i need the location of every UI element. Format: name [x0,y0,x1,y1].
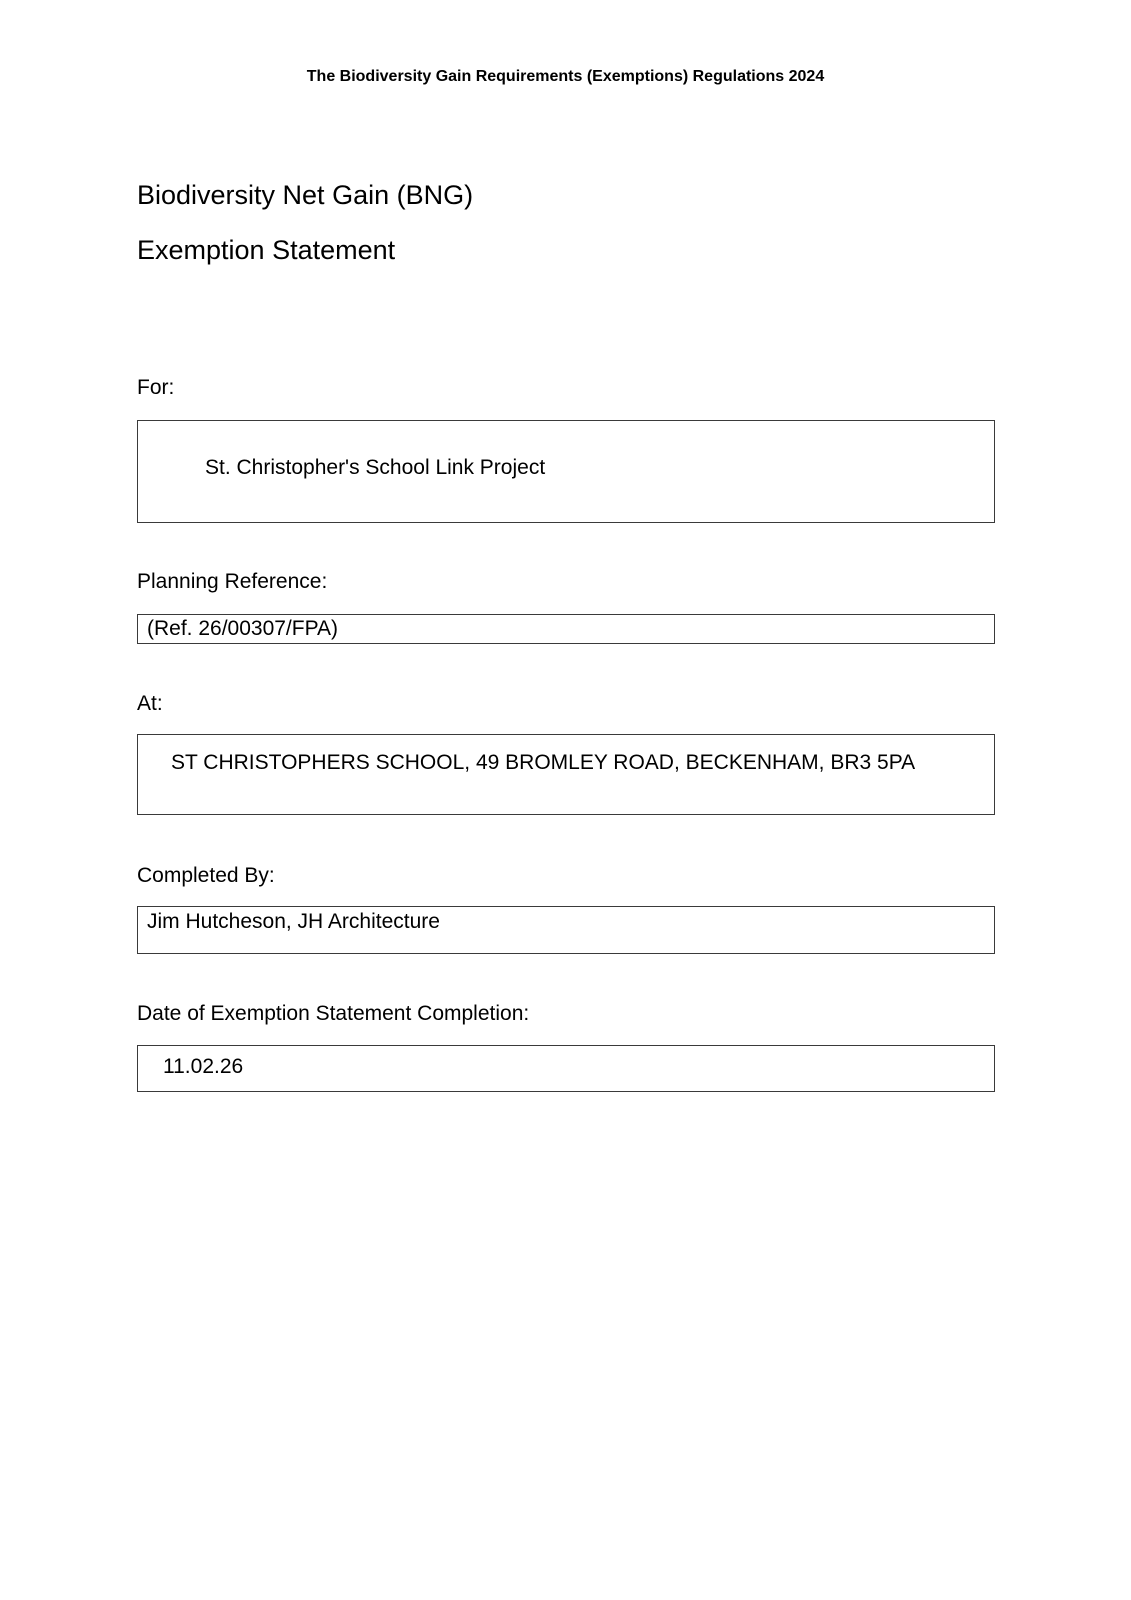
at-label: At: [137,692,163,715]
regulation-header: The Biodiversity Gain Requirements (Exemptions) Regulations 2024 [306,68,825,85]
address-value: ST CHRISTOPHERS SCHOOL, 49 BROMLEY ROAD, BECKENHAM, BR3 5PA [171,751,916,774]
for-field [137,420,995,523]
completed-by-label: Completed By: [137,864,275,887]
planning-reference-value: (Ref. 26/00307/FPA) [147,617,339,640]
completed-by-field [137,906,995,954]
completion-date-value: 11.02.26 [163,1055,244,1078]
completed-by-value: Jim Hutcheson, JH Architecture [147,910,440,933]
for-value: St. Christopher's School Link Project [205,456,546,479]
planning-reference-label: Planning Reference: [137,570,328,593]
address-field [137,734,995,815]
for-label: For: [137,376,175,399]
document-subtitle: Exemption Statement [137,235,396,265]
completion-date-field [137,1045,995,1092]
document-title: Biodiversity Net Gain (BNG) [137,180,474,210]
completion-date-label: Date of Exemption Statement Completion: [137,1002,530,1025]
planning-reference-field [137,614,995,644]
